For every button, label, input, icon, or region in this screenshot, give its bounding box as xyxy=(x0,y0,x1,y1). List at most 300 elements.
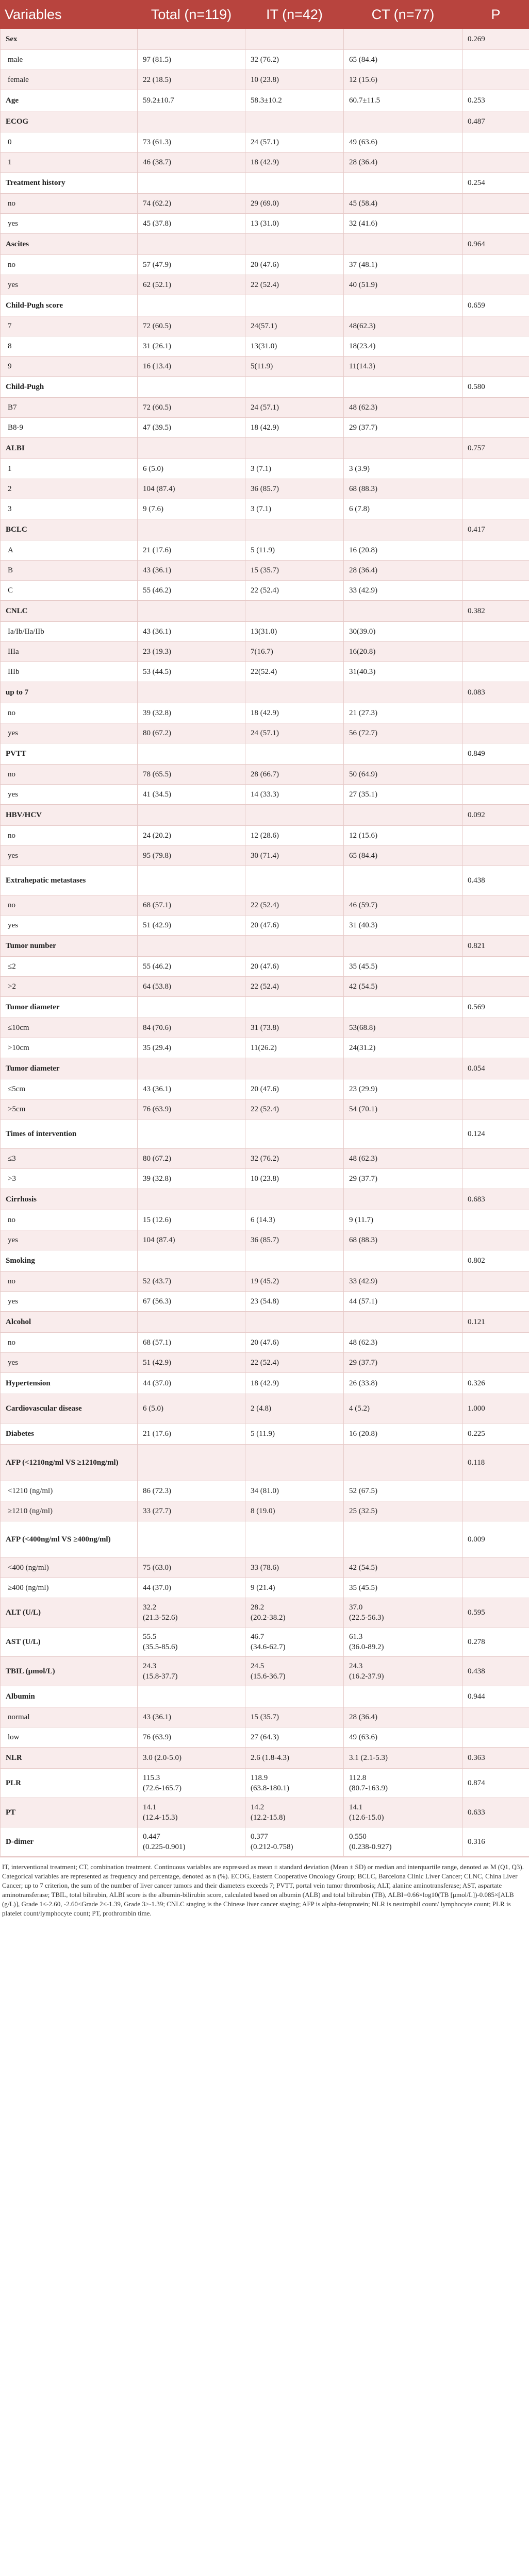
cell-ct: 16 (20.8) xyxy=(344,540,462,561)
cell-label: low xyxy=(1,1727,138,1748)
cell-label: Hypertension xyxy=(1,1373,138,1394)
cell-p: 0.083 xyxy=(462,682,529,703)
cell-label: AFP (<1210ng/ml VS ≥1210ng/ml) xyxy=(1,1445,138,1481)
cell-ct xyxy=(344,1189,462,1210)
cell-it: 2 (4.8) xyxy=(245,1394,344,1423)
table-row-level xyxy=(1,662,529,682)
cell-ct: 26 (33.8) xyxy=(344,1373,462,1394)
table-row-level xyxy=(1,1727,529,1748)
cell-p: 0.438 xyxy=(462,866,529,895)
cell-p: 1.000 xyxy=(462,1394,529,1423)
cell-ct: 0.550 (0.238-0.927) xyxy=(344,1827,462,1857)
cell-total xyxy=(138,1250,245,1272)
cell-total: 72 (60.5) xyxy=(138,316,245,336)
cell-total xyxy=(138,743,245,765)
cell-label: <1210 (ng/ml) xyxy=(1,1481,138,1501)
cell-ct xyxy=(344,173,462,194)
cell-ct xyxy=(344,1686,462,1707)
cell-label: female xyxy=(1,70,138,90)
cell-ct: 65 (84.4) xyxy=(344,846,462,866)
cell-label: yes xyxy=(1,1353,138,1373)
table-row-variable xyxy=(1,936,529,957)
header-row xyxy=(1,1,529,29)
cell-it: 13(31.0) xyxy=(245,622,344,642)
cell-label: 9 xyxy=(1,357,138,377)
cell-ct xyxy=(344,805,462,826)
cell-total: 35 (29.4) xyxy=(138,1038,245,1058)
cell-it: 18 (42.9) xyxy=(245,418,344,438)
cell-total: 55 (46.2) xyxy=(138,957,245,977)
cell-total: 45 (37.8) xyxy=(138,214,245,234)
cell-ct: 14.1 (12.6-15.0) xyxy=(344,1798,462,1827)
cell-p: 0.821 xyxy=(462,936,529,957)
table-row-variable xyxy=(1,111,529,132)
cell-it: 20 (47.6) xyxy=(245,1333,344,1353)
cell-ct: 16 (20.8) xyxy=(344,1423,462,1445)
cell-p xyxy=(462,1353,529,1373)
table-row-level xyxy=(1,1578,529,1598)
table-row-variable xyxy=(1,1748,529,1769)
table-row-variable xyxy=(1,1189,529,1210)
cell-p xyxy=(462,316,529,336)
cell-p xyxy=(462,826,529,846)
cell-ct: 68 (88.3) xyxy=(344,1230,462,1250)
header-p: P xyxy=(462,1,529,29)
cell-ct: 56 (72.7) xyxy=(344,723,462,743)
cell-label: B7 xyxy=(1,398,138,418)
cell-label: C xyxy=(1,581,138,601)
cell-it: 58.3±10.2 xyxy=(245,90,344,111)
cell-total: 41 (34.5) xyxy=(138,785,245,805)
cell-label: 0 xyxy=(1,132,138,152)
cell-total xyxy=(138,1445,245,1481)
table-row-variable xyxy=(1,1827,529,1857)
cell-ct: 48 (62.3) xyxy=(344,1149,462,1169)
cell-p xyxy=(462,1079,529,1099)
cell-total: 80 (67.2) xyxy=(138,723,245,743)
cell-p: 0.964 xyxy=(462,234,529,255)
cell-total: 57 (47.9) xyxy=(138,255,245,275)
cell-p: 0.363 xyxy=(462,1748,529,1769)
cell-p: 0.802 xyxy=(462,1250,529,1272)
cell-label: Tumor diameter xyxy=(1,997,138,1018)
table-row-level xyxy=(1,561,529,581)
table-row-variable xyxy=(1,173,529,194)
table-row-level xyxy=(1,1230,529,1250)
table-row-level xyxy=(1,1707,529,1727)
cell-label: >5cm xyxy=(1,1099,138,1120)
cell-p xyxy=(462,70,529,90)
cell-total xyxy=(138,173,245,194)
cell-it: 14 (33.3) xyxy=(245,785,344,805)
cell-p xyxy=(462,581,529,601)
cell-p: 0.757 xyxy=(462,438,529,459)
cell-it xyxy=(245,682,344,703)
cell-total: 21 (17.6) xyxy=(138,540,245,561)
table-row-variable xyxy=(1,1373,529,1394)
cell-p xyxy=(462,1578,529,1598)
cell-label: ECOG xyxy=(1,111,138,132)
cell-ct: 37.0 (22.5-56.3) xyxy=(344,1598,462,1628)
table-row-level xyxy=(1,826,529,846)
cell-p xyxy=(462,1481,529,1501)
cell-it xyxy=(245,519,344,540)
cell-total: 68 (57.1) xyxy=(138,895,245,916)
table-row-level xyxy=(1,275,529,295)
cell-ct: 48 (62.3) xyxy=(344,1333,462,1353)
table-row-variable xyxy=(1,601,529,622)
cell-p: 0.683 xyxy=(462,1189,529,1210)
cell-it: 24(57.1) xyxy=(245,316,344,336)
cell-total: 55.5 (35.5-85.6) xyxy=(138,1628,245,1657)
cell-ct: 29 (37.7) xyxy=(344,1353,462,1373)
cell-it: 3 (7.1) xyxy=(245,499,344,519)
cell-p: 0.326 xyxy=(462,1373,529,1394)
cell-p xyxy=(462,357,529,377)
cell-label: no xyxy=(1,703,138,723)
table-row-level xyxy=(1,622,529,642)
cell-label: male xyxy=(1,50,138,70)
table-row-level xyxy=(1,50,529,70)
cell-total: 86 (72.3) xyxy=(138,1481,245,1501)
cell-label: no xyxy=(1,194,138,214)
cell-it xyxy=(245,1521,344,1558)
table-row-level xyxy=(1,499,529,519)
cell-label: Diabetes xyxy=(1,1423,138,1445)
cell-it: 18 (42.9) xyxy=(245,1373,344,1394)
cell-label: <400 (ng/ml) xyxy=(1,1558,138,1578)
cell-label: HBV/HCV xyxy=(1,805,138,826)
cell-ct: 42 (54.5) xyxy=(344,977,462,997)
cell-total: 95 (79.8) xyxy=(138,846,245,866)
table-header xyxy=(1,1,529,29)
cell-it: 20 (47.6) xyxy=(245,1079,344,1099)
cell-ct: 4 (5.2) xyxy=(344,1394,462,1423)
cell-it: 33 (78.6) xyxy=(245,1558,344,1578)
table-row-variable xyxy=(1,1058,529,1079)
cell-total: 67 (56.3) xyxy=(138,1292,245,1312)
cell-total: 43 (36.1) xyxy=(138,622,245,642)
header-it: IT (n=42) xyxy=(245,1,344,29)
cell-total: 80 (67.2) xyxy=(138,1149,245,1169)
cell-it xyxy=(245,295,344,316)
table-row-level xyxy=(1,459,529,479)
cell-ct: 49 (63.6) xyxy=(344,132,462,152)
cell-it xyxy=(245,936,344,957)
cell-ct xyxy=(344,234,462,255)
cell-ct: 3.1 (2.1-5.3) xyxy=(344,1748,462,1769)
table-row-level xyxy=(1,70,529,90)
cell-it: 18 (42.9) xyxy=(245,152,344,173)
cell-total: 76 (63.9) xyxy=(138,1727,245,1748)
cell-p xyxy=(462,765,529,785)
cell-it xyxy=(245,805,344,826)
cell-total: 43 (36.1) xyxy=(138,561,245,581)
cell-it: 3 (7.1) xyxy=(245,459,344,479)
cell-it xyxy=(245,601,344,622)
cell-total: 104 (87.4) xyxy=(138,479,245,499)
cell-total xyxy=(138,519,245,540)
cell-it: 22 (52.4) xyxy=(245,1099,344,1120)
cell-label: Smoking xyxy=(1,1250,138,1272)
table-row-variable xyxy=(1,438,529,459)
cell-total: 16 (13.4) xyxy=(138,357,245,377)
cell-label: Age xyxy=(1,90,138,111)
cell-it: 5 (11.9) xyxy=(245,1423,344,1445)
cell-label: PVTT xyxy=(1,743,138,765)
cell-total xyxy=(138,601,245,622)
cell-it: 23 (54.8) xyxy=(245,1292,344,1312)
cell-p xyxy=(462,1230,529,1250)
header-total: Total (n=119) xyxy=(138,1,245,29)
cell-p: 0.121 xyxy=(462,1312,529,1333)
cell-p: 0.054 xyxy=(462,1058,529,1079)
cell-ct: 24(31.2) xyxy=(344,1038,462,1058)
table-row-variable xyxy=(1,1445,529,1481)
cell-ct: 45 (58.4) xyxy=(344,194,462,214)
cell-label: Ascites xyxy=(1,234,138,255)
cell-it: 10 (23.8) xyxy=(245,70,344,90)
table-row-level xyxy=(1,255,529,275)
cell-p xyxy=(462,1501,529,1521)
cell-label: Alcohol xyxy=(1,1312,138,1333)
cell-total: 22 (18.5) xyxy=(138,70,245,90)
cell-it: 22 (52.4) xyxy=(245,977,344,997)
table-row-level xyxy=(1,152,529,173)
cell-ct xyxy=(344,743,462,765)
cell-label: no xyxy=(1,765,138,785)
cell-label: PT xyxy=(1,1798,138,1827)
cell-p xyxy=(462,152,529,173)
cell-it: 15 (35.7) xyxy=(245,561,344,581)
cell-total: 52 (43.7) xyxy=(138,1272,245,1292)
cell-total: 72 (60.5) xyxy=(138,398,245,418)
table-row-level xyxy=(1,785,529,805)
cell-total: 24.3 (15.8-37.7) xyxy=(138,1657,245,1686)
cell-ct: 44 (57.1) xyxy=(344,1292,462,1312)
cell-it xyxy=(245,1445,344,1481)
cell-label: 1 xyxy=(1,152,138,173)
cell-ct: 46 (59.7) xyxy=(344,895,462,916)
cell-total: 24 (20.2) xyxy=(138,826,245,846)
cell-total: 75 (63.0) xyxy=(138,1558,245,1578)
cell-p xyxy=(462,642,529,662)
cell-it: 12 (28.6) xyxy=(245,826,344,846)
cell-ct xyxy=(344,519,462,540)
cell-it: 13(31.0) xyxy=(245,336,344,357)
table-body xyxy=(1,29,529,1857)
table-row-variable xyxy=(1,1312,529,1333)
cell-it: 6 (14.3) xyxy=(245,1210,344,1230)
table-row-variable xyxy=(1,682,529,703)
cell-it: 46.7 (34.6-62.7) xyxy=(245,1628,344,1657)
cell-p xyxy=(462,398,529,418)
cell-ct: 12 (15.6) xyxy=(344,826,462,846)
cell-p: 0.225 xyxy=(462,1423,529,1445)
cell-it xyxy=(245,29,344,50)
cell-p: 0.580 xyxy=(462,377,529,398)
cell-ct xyxy=(344,866,462,895)
cell-it xyxy=(245,1686,344,1707)
cell-label: AST (U/L) xyxy=(1,1628,138,1657)
cell-label: >10cm xyxy=(1,1038,138,1058)
cell-p: 0.382 xyxy=(462,601,529,622)
cell-it xyxy=(245,1250,344,1272)
cell-total xyxy=(138,1521,245,1558)
cell-label: Cardiovascular disease xyxy=(1,1394,138,1423)
cell-ct: 65 (84.4) xyxy=(344,50,462,70)
cell-p xyxy=(462,255,529,275)
cell-label: Tumor diameter xyxy=(1,1058,138,1079)
table-row-level xyxy=(1,1558,529,1578)
cell-p: 0.438 xyxy=(462,1657,529,1686)
cell-label: no xyxy=(1,255,138,275)
cell-p xyxy=(462,1149,529,1169)
cell-label: ALT (U/L) xyxy=(1,1598,138,1628)
cell-p xyxy=(462,895,529,916)
cell-it: 29 (69.0) xyxy=(245,194,344,214)
cell-it: 22 (52.4) xyxy=(245,581,344,601)
table-row-level xyxy=(1,895,529,916)
cell-label: ≤10cm xyxy=(1,1018,138,1038)
cell-p xyxy=(462,846,529,866)
cell-it: 9 (21.4) xyxy=(245,1578,344,1598)
cell-label: BCLC xyxy=(1,519,138,540)
cell-total xyxy=(138,377,245,398)
cell-label: IIIa xyxy=(1,642,138,662)
table-row-level xyxy=(1,1353,529,1373)
cell-total xyxy=(138,1189,245,1210)
table-row-variable xyxy=(1,234,529,255)
cell-ct: 48 (62.3) xyxy=(344,398,462,418)
cell-label: Child-Pugh score xyxy=(1,295,138,316)
table-row-level xyxy=(1,398,529,418)
cell-p xyxy=(462,977,529,997)
cell-label: ≥1210 (ng/ml) xyxy=(1,1501,138,1521)
cell-label: 3 xyxy=(1,499,138,519)
table-row-variable xyxy=(1,997,529,1018)
cell-it: 28.2 (20.2-38.2) xyxy=(245,1598,344,1628)
cell-total: 44 (37.0) xyxy=(138,1373,245,1394)
cell-ct: 27 (35.1) xyxy=(344,785,462,805)
cell-p xyxy=(462,540,529,561)
cell-it: 20 (47.6) xyxy=(245,916,344,936)
cell-total: 9 (7.6) xyxy=(138,499,245,519)
cell-ct: 68 (88.3) xyxy=(344,479,462,499)
table-row-level xyxy=(1,1272,529,1292)
cell-total xyxy=(138,111,245,132)
table-row-level xyxy=(1,1079,529,1099)
cell-ct: 18(23.4) xyxy=(344,336,462,357)
cell-total: 97 (81.5) xyxy=(138,50,245,70)
cell-label: yes xyxy=(1,1230,138,1250)
table-row-variable xyxy=(1,1686,529,1707)
cell-it: 24 (57.1) xyxy=(245,723,344,743)
cell-p xyxy=(462,1558,529,1578)
cell-ct xyxy=(344,377,462,398)
cell-it: 22 (52.4) xyxy=(245,895,344,916)
cell-total: 46 (38.7) xyxy=(138,152,245,173)
cell-total: 6 (5.0) xyxy=(138,1394,245,1423)
cell-label: no xyxy=(1,1333,138,1353)
cell-total xyxy=(138,29,245,50)
table-row-level xyxy=(1,132,529,152)
cell-label: yes xyxy=(1,785,138,805)
table-row-level xyxy=(1,194,529,214)
cell-label: no xyxy=(1,826,138,846)
cell-total: 73 (61.3) xyxy=(138,132,245,152)
cell-label: ≤2 xyxy=(1,957,138,977)
cell-total xyxy=(138,1686,245,1707)
table-row-variable xyxy=(1,1120,529,1149)
header-ct: CT (n=77) xyxy=(344,1,462,29)
cell-ct: 23 (29.9) xyxy=(344,1079,462,1099)
table-row-level xyxy=(1,479,529,499)
cell-ct: 37 (48.1) xyxy=(344,255,462,275)
cell-ct: 48(62.3) xyxy=(344,316,462,336)
cell-total xyxy=(138,1312,245,1333)
cell-it: 22 (52.4) xyxy=(245,275,344,295)
cell-p xyxy=(462,1018,529,1038)
cell-ct: 31(40.3) xyxy=(344,662,462,682)
table-row-level xyxy=(1,1169,529,1189)
cell-it: 18 (42.9) xyxy=(245,703,344,723)
cell-label: Ia/Ib/IIa/IIb xyxy=(1,622,138,642)
cell-label: 7 xyxy=(1,316,138,336)
table-row-variable xyxy=(1,29,529,50)
cell-it xyxy=(245,997,344,1018)
cell-label: Treatment history xyxy=(1,173,138,194)
cell-label: no xyxy=(1,895,138,916)
cell-it: 24 (57.1) xyxy=(245,398,344,418)
table-row-level xyxy=(1,1018,529,1038)
cell-total: 115.3 (72.6-165.7) xyxy=(138,1769,245,1798)
cell-it: 32 (76.2) xyxy=(245,1149,344,1169)
cell-p xyxy=(462,479,529,499)
cell-total xyxy=(138,997,245,1018)
cell-it: 24.5 (15.6-36.7) xyxy=(245,1657,344,1686)
cell-label: CNLC xyxy=(1,601,138,622)
cell-total: 6 (5.0) xyxy=(138,459,245,479)
cell-p xyxy=(462,459,529,479)
cell-total: 84 (70.6) xyxy=(138,1018,245,1038)
cell-it: 36 (85.7) xyxy=(245,479,344,499)
table-row-level xyxy=(1,1333,529,1353)
cell-p xyxy=(462,1707,529,1727)
cell-p: 0.278 xyxy=(462,1628,529,1657)
cell-label: no xyxy=(1,1210,138,1230)
cell-ct: 29 (37.7) xyxy=(344,418,462,438)
cell-it: 14.2 (12.2-15.8) xyxy=(245,1798,344,1827)
cell-p: 0.253 xyxy=(462,90,529,111)
cell-total: 39 (32.8) xyxy=(138,703,245,723)
cell-p xyxy=(462,1333,529,1353)
cell-total: 33 (27.7) xyxy=(138,1501,245,1521)
cell-total: 32.2 (21.3-52.6) xyxy=(138,1598,245,1628)
table-row-variable xyxy=(1,295,529,316)
cell-p xyxy=(462,662,529,682)
cell-p: 0.118 xyxy=(462,1445,529,1481)
cell-p: 0.316 xyxy=(462,1827,529,1857)
cell-ct: 6 (7.8) xyxy=(344,499,462,519)
cell-ct: 12 (15.6) xyxy=(344,70,462,90)
table-row-variable xyxy=(1,1250,529,1272)
cell-it: 8 (19.0) xyxy=(245,1501,344,1521)
cell-label: IIIb xyxy=(1,662,138,682)
cell-ct: 60.7±11.5 xyxy=(344,90,462,111)
cell-label: Sex xyxy=(1,29,138,50)
cell-ct: 33 (42.9) xyxy=(344,581,462,601)
